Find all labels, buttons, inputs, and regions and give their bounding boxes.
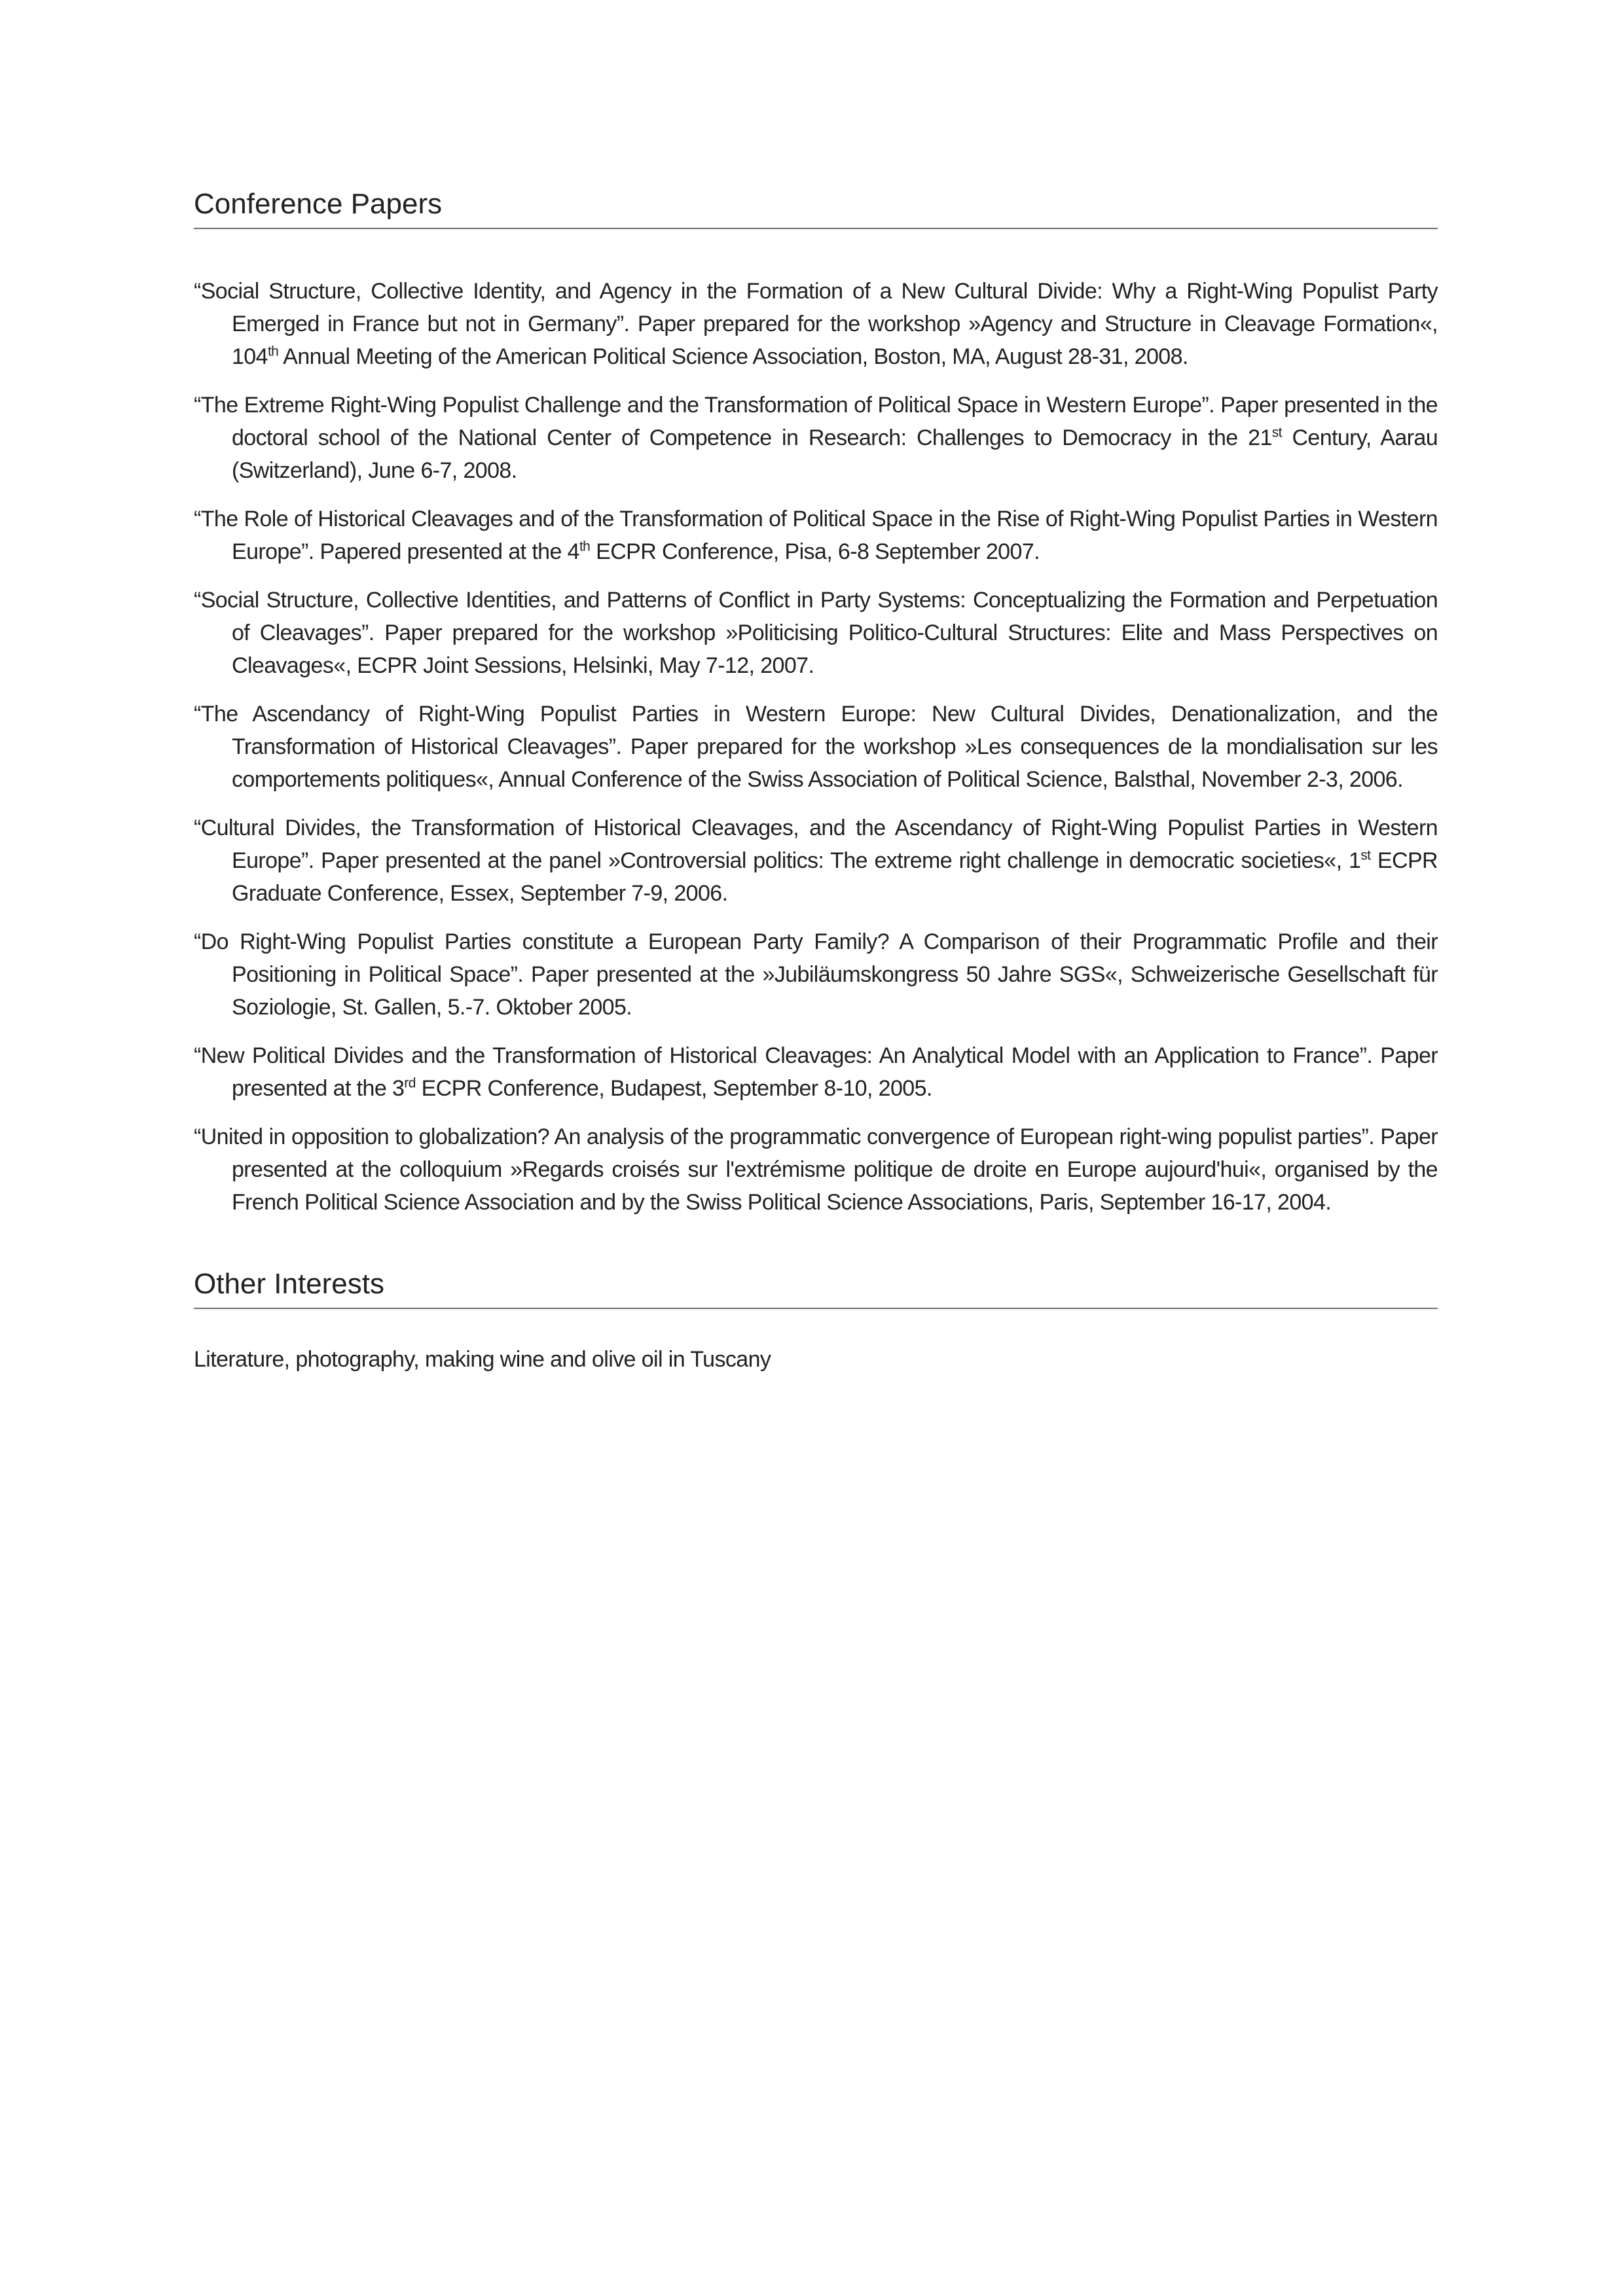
conference-paper-entry: “The Role of Historical Cleavages and of the Transformation of Political Space in the Rise of Right-Wing Populist Parties in Western Europe”. Papered presented at the 4th ECPR Conference, Pisa, 6-8 September 2007. [194, 507, 1438, 564]
conference-paper-entry: “United in opposition to globalization? An analysis of the programmatic convergence of European right-wing populist parties”. Paper presented at the colloquium »Regards croisés sur l'extrémisme politique de droite en Europe aujourd'hui«, organised by the French Political Science Association and by the Swiss Political Science Associations, Paris, September 16-17, 2004. [194, 1124, 1438, 1215]
other-interests-section [194, 1265, 1438, 1376]
conference-paper-entry: “The Extreme Right-Wing Populist Challenge and the Transformation of Political Space in Western Europe”. Paper presented in the doctoral school of the National Center of Competence in Research: Challenges to Democracy in the 21st Century, Aarau (Switzerland), June 6-7, 2008. [194, 393, 1438, 483]
conference-papers-list [194, 275, 1438, 1219]
cv-page [194, 185, 1438, 1398]
conference-paper-entry: “New Political Divides and the Transformation of Historical Cleavages: An Analytical Model with an Application to France”. Paper presented at the 3rd ECPR Conference, Budapest, September 8-10, 2005. [194, 1043, 1438, 1101]
conference-paper-entry: “Social Structure, Collective Identity, and Agency in the Formation of a New Cultural Divide: Why a Right-Wing Populist Party Emerged in France but not in Germany”. Paper prepared for the workshop »Agency and Structure in Cleavage Formation«, 104th Annual Meeting of the American Political Science Association, Boston, MA, August 28-31, 2008. [194, 279, 1438, 369]
conference-papers-heading: Conference Papers [194, 185, 1438, 229]
conference-paper-entry: “Do Right-Wing Populist Parties constitute a European Party Family? A Comparison of their Programmatic Profile and their Positioning in Political Space”. Paper presented at the »Jubiläumskongress 50 Jahre SGS«, Schweizerische Gesellschaft für Soziologie, St. Gallen, 5.-7. Oktober 2005. [194, 929, 1438, 1020]
conference-papers-section [194, 185, 1438, 1219]
other-interests-heading: Other Interests [194, 1265, 1438, 1309]
conference-paper-entry: “Cultural Divides, the Transformation of Historical Cleavages, and the Ascendancy of Right-Wing Populist Parties in Western Europe”. Paper presented at the panel »Controversial politics: The extreme right challenge in democratic societies«, 1st ECPR Graduate Conference, Essex, September 7-9, 2006. [194, 816, 1438, 906]
conference-paper-entry: “Social Structure, Collective Identities, and Patterns of Conflict in Party Systems: Conceptualizing the Formation and Perpetuation of Cleavages”. Paper prepared for the workshop »Politicising Politico-Cultural Structures: Elite and Mass Perspectives on Cleavages«, ECPR Joint Sessions, Helsinki, May 7-12, 2007. [194, 588, 1438, 678]
other-interests-text: Literature, photography, making wine and olive oil in Tuscany [194, 1347, 771, 1372]
conference-paper-entry: “The Ascendancy of Right-Wing Populist Parties in Western Europe: New Cultural Divides, Denationalization, and the Transformation of Historical Cleavages”. Paper prepared for the workshop »Les consequences de la mondialisation sur les comportements politiques«, Annual Conference of the Swiss Association of Political Science, Balsthal, November 2-3, 2006. [194, 702, 1438, 792]
